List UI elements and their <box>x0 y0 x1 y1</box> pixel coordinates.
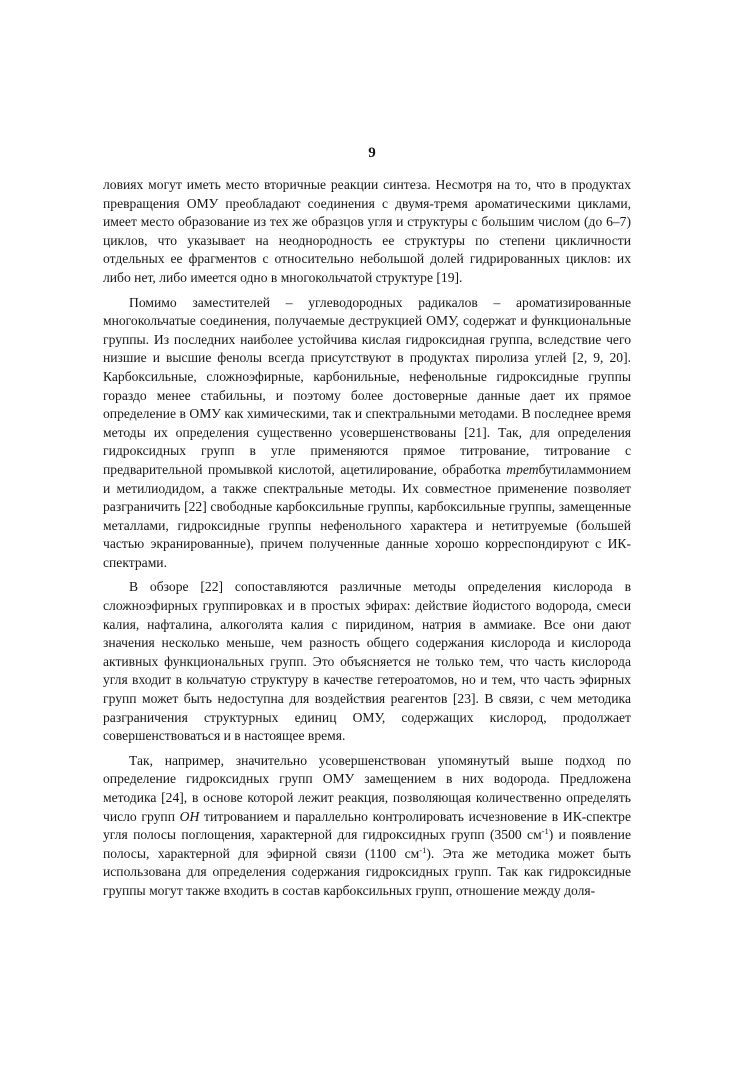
paragraph-4-italic-oh: ОН <box>179 808 200 824</box>
paragraph-4-superscript-1: -1 <box>541 826 549 837</box>
paragraph-4-text-d: ). Эта же методика может быть использована для определения содержания гидроксидных групп. Так как гидроксидные группы могут также входить в состав карбоксильных групп, отношение между доля- <box>103 845 631 898</box>
document-body <box>103 176 631 901</box>
paragraph-4-superscript-2: -1 <box>419 844 427 855</box>
paragraph-4 <box>103 752 631 901</box>
paragraph-4-text-b: титрованием и параллельно контролировать исчезновение в ИК-спектре угля полосы поглощения, характерной для гидроксидных групп (3500 см <box>103 808 632 843</box>
paragraph-2 <box>103 294 631 573</box>
paragraph-4-text-c: ) и появление полосы, характерной для эфирной связи (1100 см <box>103 827 631 861</box>
paragraph-4-text-a: Так, например, значительно усовершенствован упомянутый выше подход по определение гидроксидных групп ОМУ замещением в них водорода. Предложена методика [24], в основе которой лежит реакция, позволяющая количественно определять число групп <box>103 752 631 824</box>
paragraph-2-text-b: бутиламмонием и метилиодидом, а также спектральные методы. Их совместное применение позволяет разграничить [22] свободные карбоксильные группы, карбоксильные группы, замещенные металлами, гидроксидные группы нефенольного характера и нетитруемые (большей частью экранированные), причем полученные данные хорошо корреспондируют с ИК-спектрами. <box>103 461 631 570</box>
paragraph-1: ловиях могут иметь место вторичные реакции синтеза. Несмотря на то, что в продуктах превращения ОМУ преобладают соединения с двумя-тремя ароматическими циклами, имеет место образование из тех же образцов угля и структуры с большим числом (до 6–7) циклов, что указывает на неоднородность ее структуры по степени цикличности отдельных ее фрагментов с относительно небольшой долей гидрированных циклов: их либо нет, либо имеется одно в многокольчатой структуре [19]. <box>103 177 631 285</box>
page-number: 9 <box>368 145 376 161</box>
paragraph-2-text-a: Помимо заместителей – углеводородных радикалов – ароматизированные многокольчатые соединения, получаемые деструкцией ОМУ, содержат и функциональные группы. Из последних наиболее устойчива кислая гидроксидная группа, вследствие чего низшие и высшие фенолы всегда присутствуют в продуктах пиролиза углей [2, 9, 20]. Карбоксильные, сложноэфирные, карбонильные, нефенольные гидроксидные группы гораздо менее стабильны, и поэтому более достоверные данные дает их прямое определение в ОМУ как химическими, так и спектральными методами. В последнее время методы их определения существенно усовершенствованы [21]. Так, для определения гидроксидных групп в угле применяются прямое титрование, титрование с предварительной промывкой кислотой, ацетилирование, обработка <box>103 294 631 477</box>
paragraph-2-italic-term: трет <box>506 461 539 477</box>
paragraph-3: В обзоре [22] сопоставляются различные методы определения кислорода в сложноэфирных группировках и в простых эфирах: действие йодистого водорода, смеси калия, нафталина, алкоголята калия с пиридином, натрия в аммиаке. Все они дают значения несколько меньше, чем разность общего содержания кислорода и кислорода активных функциональных групп. Это объясняется не только тем, что часть кислорода угля входит в кольчатую структуру в качестве гетероатомов, но и тем, что часть эфирных групп может быть недоступна для воздействия реагентов [23]. В связи, с чем методика разграничения структурных единиц ОМУ, содержащих кислород, продолжает совершенствоваться и в настоящее время. <box>103 579 631 744</box>
